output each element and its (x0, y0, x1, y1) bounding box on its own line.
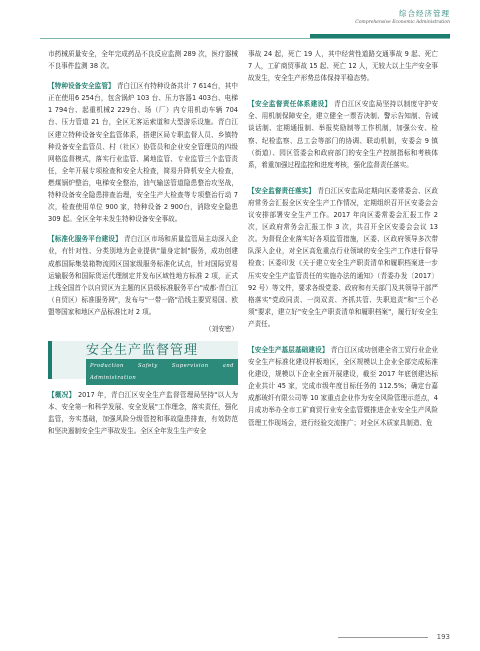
section-body: 青白江区市场和质量监管局主动深入企业，有针对性、分类别地为企业提供"量身定制"服务，成功创建成都国际集装箱物流园区国家级服务标准化试点，针对国际贸易运输服务和国际货运代理制定并发布区域性地方标准 2 项，正式上线全国首个以自贸区为主题的区县级标准服务平台"成都·青白江（自贸区）标准服务网"，发布与"一带一路"沿线主要贸易国、欧盟等国家和地区产品标准比对 2 项。 (48, 235, 239, 316)
header-divider (40, 38, 450, 39)
header-title-cn: 综合经济管理 (399, 9, 450, 18)
section-body: 青白江区有特种设备共计 7 614台，其中正在使用6 254台，包含锅炉 103 台、压力容器1 403台、电梯1 794台、起重机械2 229台、场（厂）内专用机动车辆 704 台、压力管道 21 台，全区无客运索道和大型游乐设施。青白江区建立特种设备安全监管体系，搭建区局专职监督人员、乡镇特种设备安全监管员、村（社区）协管员和企业安全管理员的四级网格监督模式，落实行业监管、属地监管、专业监管三个监管责任，全年开展专项检查和安全大检查，简易升降机安全大检查，燃煤锅炉整治，电梯安全整治，油气输送管道隐患整治攻坚战，特种设备安全隐患排查治理，安全生产大检查等专项整治行动 7 次，检查使用单位 900 家，特种设备 2 900台，消除安全隐患 309 起。全区全年未发生特种设备安全事故。 (48, 82, 238, 224)
right-intro: 事故 24 起，死亡 19 人，其中经营性道路交通事故 9 起、死亡 7 人，工矿商贸事故 15 起、死亡 12 人，无较大以上生产安全事故发生，安全生产形势总体保持平稳态势。 (248, 50, 438, 83)
section-body: 青白江区安监局定期向区委常委会、区政府常务会汇报全区安全生产工作情况，定期组织召开区安委会会议安排部署安全生产工作。2017 年向区委常委会汇报工作 2 次，区政府常务会汇报工作 3 次，共召开全区安委会会议 13 次。为督促企业落实好各项监管措施，区委、区政府领导多次带队深入企业，对全区高危重点行业领域的安全生产工作进行督导检查；区委印发《关于建立安全生产职责清单和履职档案进一步压实安全生产监管责任的实施办法的通知》（青委办发〔2017〕92 号）等文件，要求各级党委、政府和有关部门及其领导干部严格落实"党政同责、一岗双责、齐抓共管、失职追责"和"三个必须"要求，建立好"安全生产职责清单和履职档案"，履行好安全生产责任。 (248, 186, 438, 328)
section-label: 【概况】 (48, 391, 76, 400)
standardization-section (48, 233, 238, 318)
banner-subtitle: Production Safety Supervision and Administration (86, 359, 238, 385)
header-title-en: Comprehensive Economic Administration (355, 20, 450, 25)
author-credit: （刘安密） (205, 324, 238, 333)
left-column (48, 48, 238, 442)
page-number-rule (338, 637, 428, 638)
banner-title: 安全生产监督管理 (86, 343, 199, 359)
left-intro: 市药械质量安全，全年完成药品不良反应监测 289 次，医疗器械不良事件监测 38 次。 (48, 50, 238, 71)
section-label: 【标准化服务平台建设】 (48, 235, 122, 244)
section-banner (48, 341, 238, 382)
section-label: 【安全生产基层基础建设】 (248, 345, 329, 354)
responsibility-implementation-section (248, 185, 438, 330)
section-body: 青白江区安监局坚持以制度守护安全、用机制保障安全，建立健全一票否决制、警示告知制、告诫谈话制、定期通报制、举报奖励制等工作机制，加强公安、检察、纪检监察、总工会等部门的协调、联动机制，安委会 9 镇（街道）、园区管委会和政府部门的安全生产控制指标和考核体系，着重加强过程监控和进度考核，强化监督责任落实。 (248, 100, 439, 169)
section-label: 【安全监督责任落实】 (248, 186, 316, 195)
special-equipment-section (48, 80, 238, 225)
responsibility-system-section (248, 98, 438, 171)
section-body: 2017 年，青白江区安全生产监督管理局坚持"以人为本、安全第一和科学发展、安全发展"工作理念，落实责任，强化监管，夯实基础，加强风险分级管控和事故隐患排查，有效防范和坚决遏制安全生产事故发生。全区全年发生生产安全 (48, 391, 238, 436)
section-label: 【特种设备安全监管】 (48, 82, 115, 91)
grassroots-section (248, 344, 438, 429)
overview-section (48, 389, 238, 437)
running-header (355, 8, 450, 25)
right-column (248, 48, 438, 434)
section-body: 青白江区成功创建全省工贸行业企业安全生产标准化建设样板地区，全区规模以上企业全部完成标准化建设，规模以下企业全面开展建设，截至 2017 年底创建达标企业共计 45 家，完成市级年度目标任务的 112.5%；确定台嘉成都玻纤有限公司等 10 家重点企业作为安全风险管理示范点，4 月成功举办全市工矿商贸行业安全监管暨推进企业安全生产风险管理工作现场会，进行经验交流推广；对全区木质家具制造、危 (248, 345, 438, 427)
page-number: 193 (436, 633, 450, 641)
section-label: 【安全监督责任体系建设】 (248, 100, 332, 109)
